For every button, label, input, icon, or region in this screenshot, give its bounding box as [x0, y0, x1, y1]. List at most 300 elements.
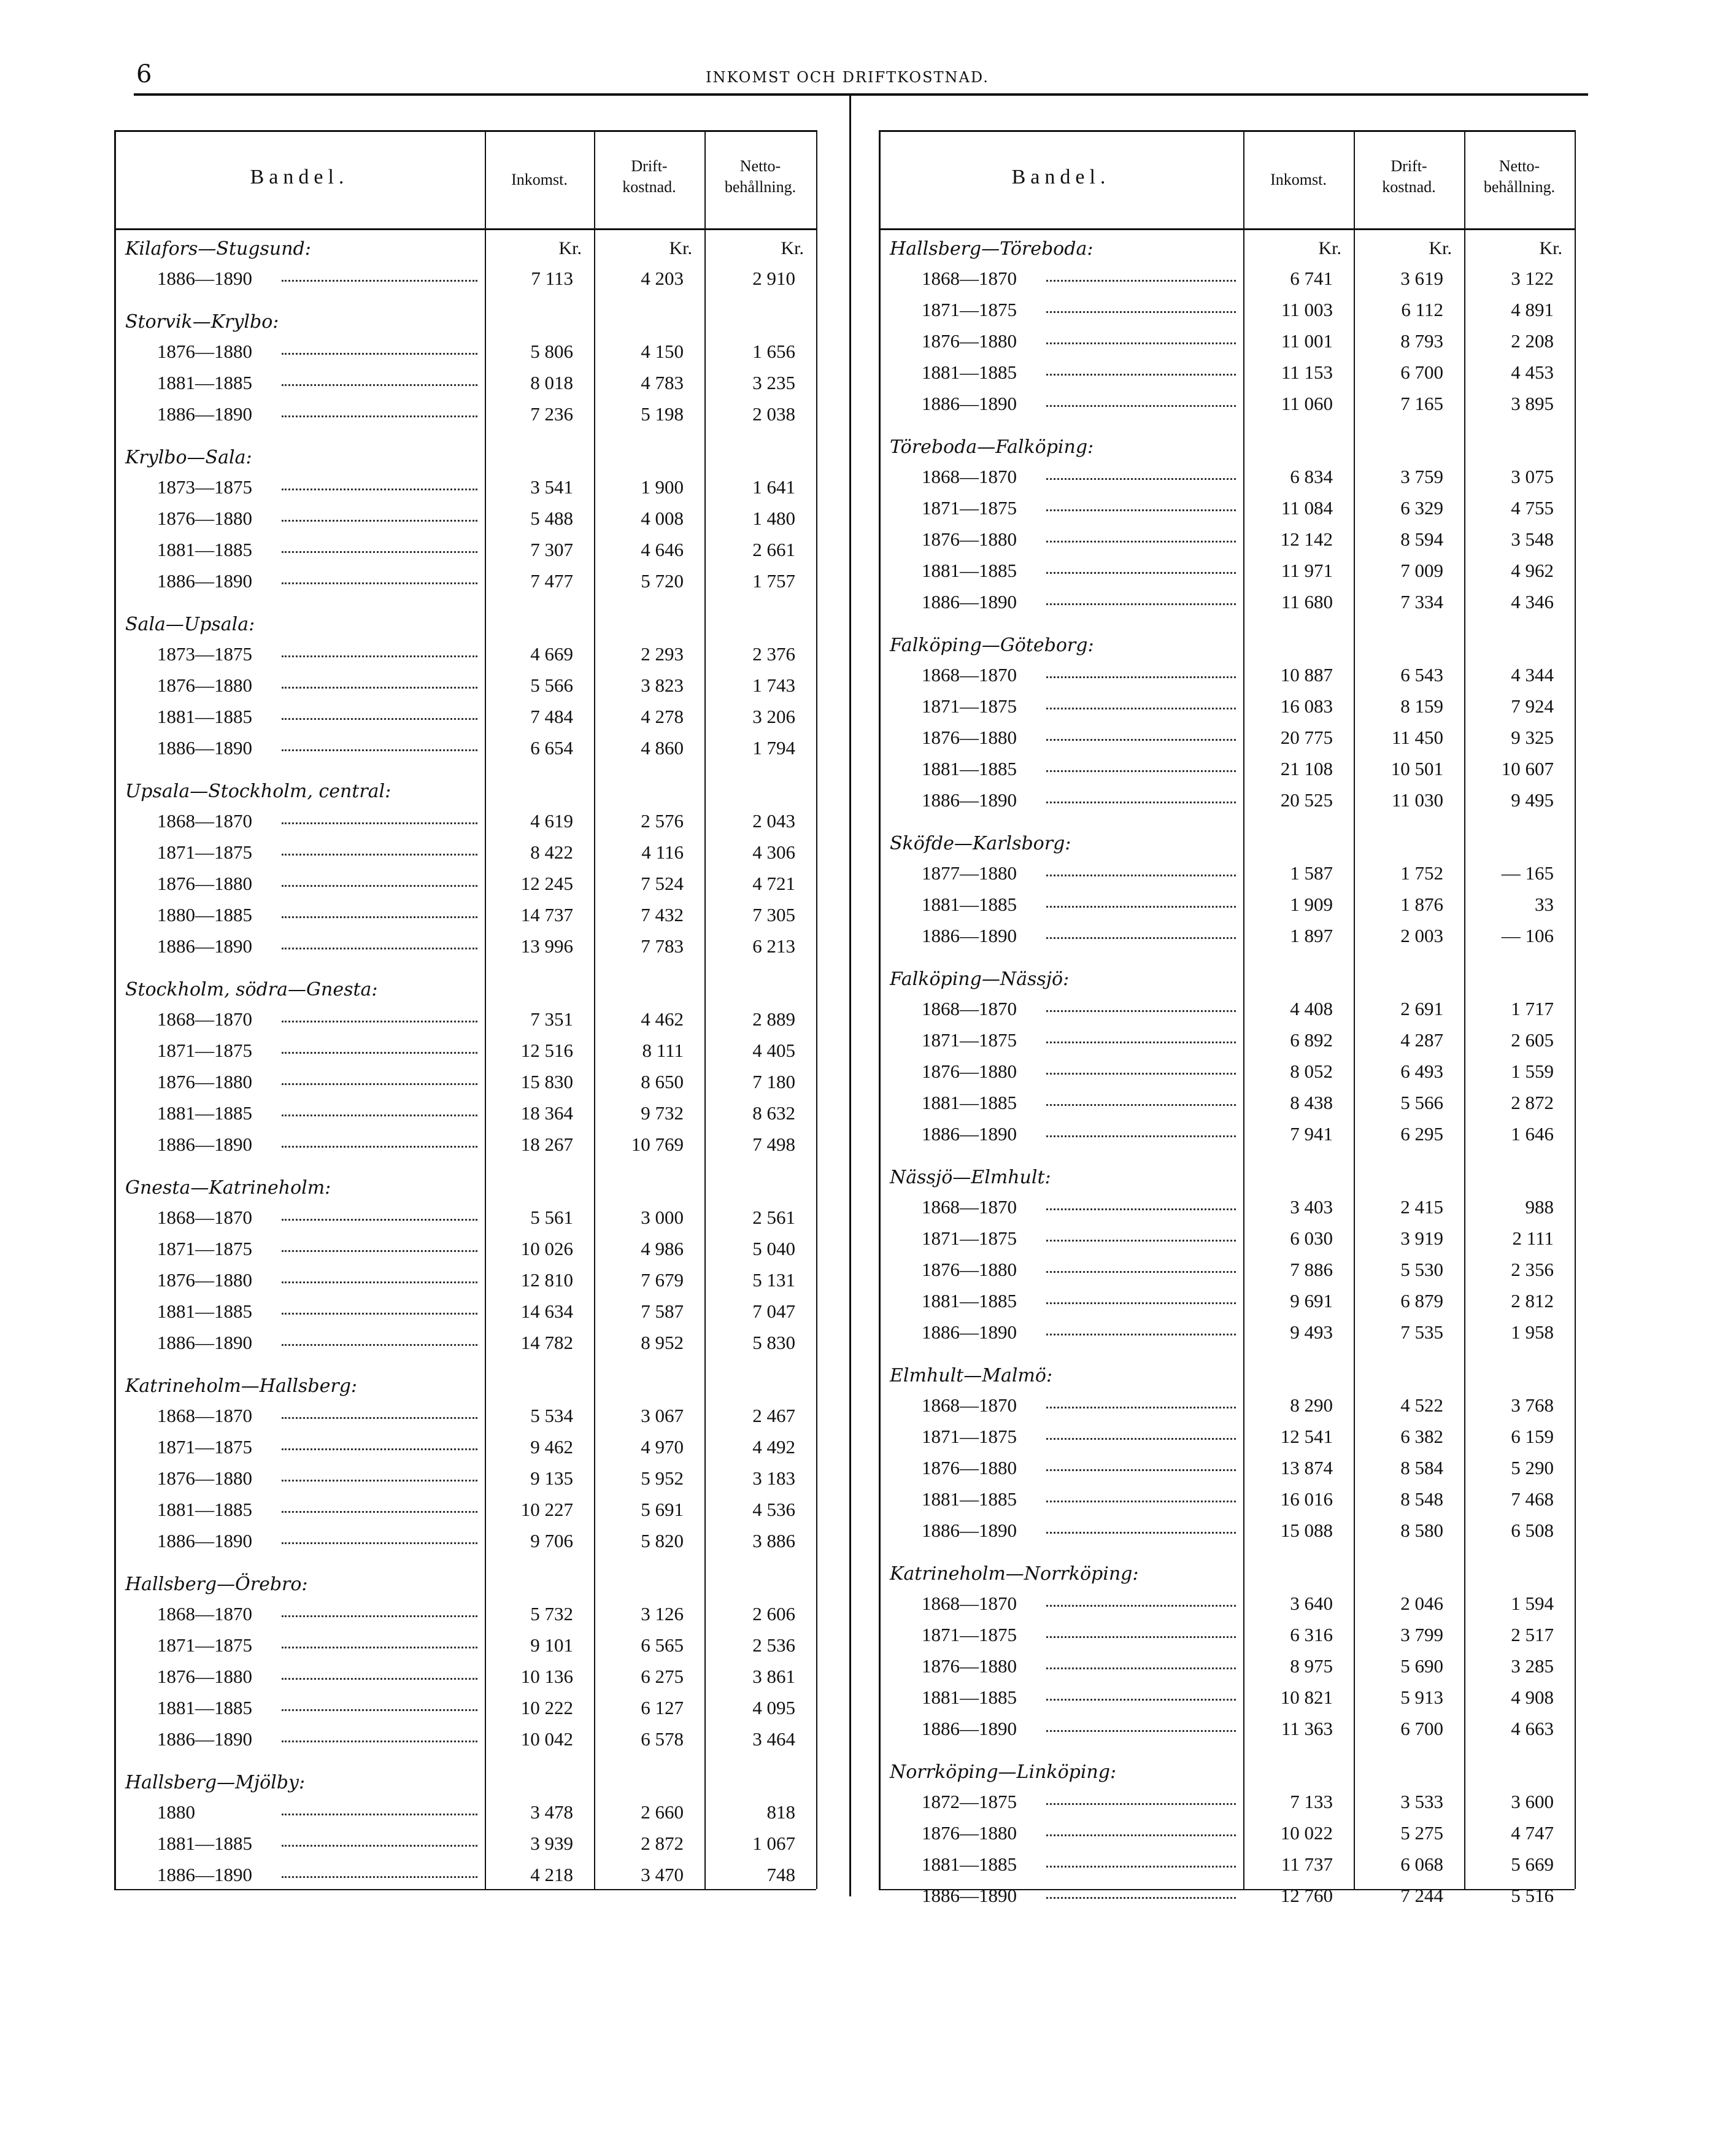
net-value: 1 958 [1511, 1321, 1554, 1343]
income-value: 5 806 [530, 341, 573, 362]
page-number: 6 [136, 60, 152, 88]
net-value: 7 047 [752, 1300, 795, 1322]
dot-leader [282, 520, 477, 522]
table-row [922, 1290, 1575, 1315]
income-value: 10 821 [1280, 1687, 1333, 1708]
table-row [922, 1092, 1575, 1116]
net-value: 7 305 [752, 904, 795, 925]
table-row [157, 1864, 816, 1888]
net-value: — 165 [1501, 862, 1554, 884]
period-label: 1886—1890 [157, 737, 252, 759]
dot-leader [1046, 1271, 1236, 1273]
income-value: 1 909 [1290, 894, 1333, 915]
net-value: 2 910 [752, 268, 795, 289]
net-value: 4 453 [1511, 361, 1554, 383]
cost-value: 3 759 [1400, 466, 1443, 487]
dot-leader [282, 854, 477, 856]
period-label: 1886—1890 [922, 1321, 1017, 1343]
table-row [157, 1467, 816, 1492]
table-row [157, 1833, 816, 1857]
income-value: 8 438 [1290, 1092, 1333, 1113]
period-label: 1871—1875 [922, 299, 1017, 320]
period-label: 1876—1880 [157, 1666, 252, 1687]
period-label: 1881—1885 [922, 361, 1017, 383]
net-value: 4 536 [752, 1499, 795, 1520]
cost-value: 9 732 [641, 1102, 684, 1124]
net-value: 3 464 [752, 1728, 795, 1750]
section-title: Sköfde—Karlsborg: [890, 833, 1071, 854]
net-value: 1 067 [752, 1833, 795, 1854]
net-value: 4 405 [752, 1040, 795, 1061]
table-row [157, 1603, 816, 1628]
table-row [157, 737, 816, 762]
table-top-rule [879, 130, 1575, 132]
dot-leader [282, 885, 477, 887]
dot-leader [282, 1052, 477, 1054]
table-row [922, 330, 1575, 355]
table-row [157, 935, 816, 960]
cost-value: 4 008 [641, 508, 684, 529]
dot-leader [282, 1741, 477, 1742]
table-header-rule [879, 228, 1575, 230]
cost-value: 2 691 [1400, 998, 1443, 1019]
cost-value: 1 752 [1400, 862, 1443, 884]
dot-leader [1046, 906, 1236, 908]
net-value: 10 607 [1501, 758, 1554, 779]
cost-value: 1 876 [1400, 894, 1443, 915]
cost-value: 5 198 [641, 403, 684, 425]
period-label: 1886—1890 [922, 393, 1017, 414]
net-value: 1 757 [752, 570, 795, 592]
period-label: 1868—1870 [922, 1593, 1017, 1614]
period-label: 1876—1880 [922, 1822, 1017, 1844]
period-label: 1868—1870 [157, 1603, 252, 1625]
income-value: 8 052 [1290, 1061, 1333, 1082]
net-value: 2 661 [752, 539, 795, 560]
table-row [922, 591, 1575, 616]
table-row [922, 1718, 1575, 1742]
cost-value: 7 009 [1400, 560, 1443, 581]
column-header-bandel: Bandel. [250, 166, 349, 188]
income-value: 8 422 [530, 841, 573, 863]
dot-leader [282, 1814, 477, 1815]
net-value: 6 508 [1511, 1520, 1554, 1541]
net-value: 7 468 [1511, 1488, 1554, 1510]
cost-value: 7 334 [1400, 591, 1443, 612]
income-value: 3 939 [530, 1833, 573, 1854]
net-value: 1 594 [1511, 1593, 1554, 1614]
income-value: 5 488 [530, 508, 573, 529]
table-row [157, 1207, 816, 1231]
period-label: 1868—1870 [922, 268, 1017, 289]
period-label: 1881—1885 [157, 706, 252, 727]
cost-value: 6 295 [1400, 1123, 1443, 1145]
income-value: 9 462 [530, 1436, 573, 1458]
net-value: 3 206 [752, 706, 795, 727]
section-title: Hallsberg—Töreboda: [890, 238, 1094, 260]
period-label: 1886—1890 [922, 1718, 1017, 1739]
net-value: 4 891 [1511, 299, 1554, 320]
income-value: 11 680 [1281, 591, 1333, 612]
table-row [157, 268, 816, 292]
period-label: 1868—1870 [157, 810, 252, 832]
table-row [922, 727, 1575, 751]
column-rule [879, 130, 881, 1889]
cost-value: 7 679 [641, 1269, 684, 1291]
cost-value: 3 000 [641, 1207, 684, 1228]
income-value: 6 030 [1290, 1227, 1333, 1249]
cost-value: 3 919 [1400, 1227, 1443, 1249]
page-column-divider [849, 96, 851, 1896]
cost-value: 8 580 [1400, 1520, 1443, 1541]
dot-leader [282, 948, 477, 949]
unit-label: Kr. [558, 238, 582, 258]
table-row [922, 1885, 1575, 1909]
period-label: 1881—1885 [922, 1488, 1017, 1510]
table-row [922, 528, 1575, 553]
income-value: 10 022 [1280, 1822, 1333, 1844]
income-value: 7 113 [531, 268, 573, 289]
net-value: 1 743 [752, 674, 795, 696]
period-label: 1881—1885 [922, 560, 1017, 581]
cost-value: 2 576 [641, 810, 684, 832]
table-row [157, 508, 816, 532]
net-value: 2 111 [1512, 1227, 1554, 1249]
net-value: 4 747 [1511, 1822, 1554, 1844]
table-row [157, 706, 816, 730]
income-value: 6 654 [530, 737, 573, 759]
dot-leader [1046, 1730, 1236, 1732]
net-value: 3 285 [1511, 1655, 1554, 1677]
cost-value: 8 793 [1400, 330, 1443, 352]
cost-value: 5 952 [641, 1467, 684, 1489]
net-value: 2 536 [752, 1634, 795, 1656]
net-value: 3 861 [752, 1666, 795, 1687]
period-label: 1868—1870 [157, 1008, 252, 1030]
period-label: 1886—1890 [922, 591, 1017, 612]
table-row [157, 1238, 816, 1262]
net-value: 4 755 [1511, 497, 1554, 519]
section-title: Katrineholm—Hallsberg: [125, 1375, 358, 1397]
cost-value: 5 566 [1400, 1092, 1443, 1113]
table-top-rule [114, 130, 816, 132]
income-value: 11 060 [1281, 393, 1333, 414]
table-row [922, 1394, 1575, 1419]
period-label: 1876—1880 [157, 1269, 252, 1291]
period-label: 1868—1870 [922, 466, 1017, 487]
net-value: 2 043 [752, 810, 795, 832]
period-label: 1886—1890 [157, 1530, 252, 1551]
section-title: Falköping—Göteborg: [890, 635, 1094, 656]
income-value: 11 971 [1281, 560, 1333, 581]
income-value: 8 290 [1290, 1394, 1333, 1416]
net-value: 818 [766, 1801, 795, 1823]
section-title: Hallsberg—Örebro: [125, 1574, 308, 1595]
income-value: 18 364 [520, 1102, 573, 1124]
period-label: 1871—1875 [922, 695, 1017, 717]
dot-leader [282, 822, 477, 824]
table-row [157, 476, 816, 501]
net-value: 748 [766, 1864, 795, 1885]
net-value: 1 641 [752, 476, 795, 498]
income-value: 10 227 [520, 1499, 573, 1520]
period-label: 1868—1870 [922, 998, 1017, 1019]
period-label: 1881—1885 [157, 1499, 252, 1520]
net-value: 1 559 [1511, 1061, 1554, 1082]
table-row [157, 1332, 816, 1356]
dot-leader [1046, 1532, 1236, 1534]
period-label: 1880 [157, 1801, 195, 1823]
table-row [157, 1269, 816, 1294]
income-value: 6 741 [1290, 268, 1333, 289]
cost-value: 5 530 [1400, 1259, 1443, 1280]
net-value: 2 038 [752, 403, 795, 425]
table-row [922, 1196, 1575, 1221]
period-label: 1881—1885 [922, 1853, 1017, 1875]
table-row [922, 268, 1575, 292]
net-value: 2 889 [752, 1008, 795, 1030]
period-label: 1876—1880 [157, 1467, 252, 1489]
table-row [922, 1259, 1575, 1283]
running-head: INKOMST OCH DRIFTKOSTNAD. [706, 69, 989, 86]
table-row [922, 862, 1575, 887]
dot-leader [282, 1250, 477, 1252]
column-header-nettobehallning: Netto- behållning. [1483, 157, 1556, 196]
income-value: 7 236 [530, 403, 573, 425]
column-rule [114, 130, 116, 1889]
cost-value: 10 501 [1391, 758, 1443, 779]
section-title: Stockholm, södra—Gnesta: [125, 979, 378, 1000]
net-value: 5 040 [752, 1238, 795, 1259]
cost-value: 5 275 [1400, 1822, 1443, 1844]
dot-leader [1046, 676, 1236, 678]
net-value: 2 356 [1511, 1259, 1554, 1280]
income-value: 11 001 [1281, 330, 1333, 352]
dot-leader [282, 687, 477, 689]
dot-leader [282, 1480, 477, 1482]
dot-leader [282, 582, 477, 584]
period-label: 1886—1890 [157, 1864, 252, 1885]
column-header-nettobehallning: Netto- behållning. [724, 157, 797, 196]
table-row [922, 1457, 1575, 1482]
income-value: 11 363 [1281, 1718, 1333, 1739]
net-value: 5 830 [752, 1332, 795, 1353]
dot-leader [1046, 342, 1236, 344]
cost-value: 3 067 [641, 1405, 684, 1426]
period-label: 1872—1875 [922, 1791, 1017, 1812]
net-value: 4 908 [1511, 1687, 1554, 1708]
dot-leader [282, 718, 477, 720]
income-value: 9 135 [530, 1467, 573, 1489]
dot-leader [282, 551, 477, 553]
table-row [157, 873, 816, 897]
cost-value: 6 700 [1400, 361, 1443, 383]
cost-value: 6 275 [641, 1666, 684, 1687]
table-row [157, 372, 816, 396]
table-row [922, 299, 1575, 323]
table-row [922, 1655, 1575, 1680]
cost-value: 10 769 [631, 1134, 684, 1155]
period-label: 1871—1875 [157, 841, 252, 863]
period-label: 1873—1875 [157, 643, 252, 665]
dot-leader [282, 353, 477, 355]
income-value: 7 477 [530, 570, 573, 592]
income-value: 13 996 [520, 935, 573, 957]
net-value: 988 [1525, 1196, 1554, 1218]
table-row [922, 393, 1575, 417]
unit-label: Kr. [1318, 238, 1341, 258]
dot-leader [282, 384, 477, 386]
net-value: 5 669 [1511, 1853, 1554, 1875]
net-value: 3 183 [752, 1467, 795, 1489]
table-row [922, 695, 1575, 720]
period-label: 1881—1885 [922, 758, 1017, 779]
income-value: 10 136 [520, 1666, 573, 1687]
period-label: 1871—1875 [922, 1029, 1017, 1051]
table-row [157, 1102, 816, 1127]
cost-value: 8 952 [641, 1332, 684, 1353]
cost-value: 7 783 [641, 935, 684, 957]
income-value: 20 525 [1280, 789, 1333, 811]
period-label: 1876—1880 [922, 727, 1017, 748]
income-value: 11 084 [1281, 497, 1333, 519]
column-header-driftkostnad: Drift- kostnad. [622, 157, 676, 196]
section-title: Sala—Upsala: [125, 614, 255, 635]
period-label: 1876—1880 [922, 528, 1017, 550]
cost-value: 8 594 [1400, 528, 1443, 550]
net-value: 4 306 [752, 841, 795, 863]
period-label: 1876—1880 [922, 1259, 1017, 1280]
cost-value: 4 522 [1400, 1394, 1443, 1416]
period-label: 1871—1875 [157, 1040, 252, 1061]
cost-value: 8 584 [1400, 1457, 1443, 1478]
table-row [922, 1624, 1575, 1648]
net-value: 3 548 [1511, 528, 1554, 550]
cost-value: 6 382 [1400, 1426, 1443, 1447]
table-row [157, 570, 816, 595]
net-value: 2 606 [752, 1603, 795, 1625]
income-value: 18 267 [520, 1134, 573, 1155]
cost-value: 4 203 [641, 268, 684, 289]
income-value: 7 484 [530, 706, 573, 727]
net-value: 5 290 [1511, 1457, 1554, 1478]
net-value: 4 721 [752, 873, 795, 894]
period-label: 1876—1880 [922, 1457, 1017, 1478]
table-row [157, 1499, 816, 1523]
dot-leader [282, 489, 477, 490]
net-value: 9 325 [1511, 727, 1554, 748]
dot-leader [282, 1219, 477, 1221]
dot-leader [282, 1647, 477, 1648]
dot-leader [1046, 1469, 1236, 1471]
period-label: 1876—1880 [922, 330, 1017, 352]
section-title: Storvik—Krylbo: [125, 311, 279, 333]
section-title: Falköping—Nässjö: [890, 968, 1070, 990]
cost-value: 11 030 [1391, 789, 1443, 811]
dot-leader [1046, 937, 1236, 939]
table-row [157, 1436, 816, 1461]
period-label: 1886—1890 [922, 789, 1017, 811]
period-label: 1881—1885 [157, 1833, 252, 1854]
period-label: 1868—1870 [922, 664, 1017, 686]
table-row [157, 674, 816, 699]
period-label: 1873—1875 [157, 476, 252, 498]
period-label: 1868—1870 [922, 1196, 1017, 1218]
section-title: Gnesta—Katrineholm: [125, 1177, 331, 1199]
income-value: 12 810 [520, 1269, 573, 1291]
dot-leader [282, 1344, 477, 1346]
period-label: 1880—1885 [157, 904, 252, 925]
dot-leader [1046, 1041, 1236, 1043]
table-row [157, 643, 816, 668]
table-row [922, 361, 1575, 386]
dot-leader [282, 1313, 477, 1315]
dot-leader [1046, 509, 1236, 511]
period-label: 1886—1890 [922, 1520, 1017, 1541]
cost-value: 6 578 [641, 1728, 684, 1750]
section-title: Katrineholm—Norrköping: [890, 1563, 1139, 1585]
net-value: 2 376 [752, 643, 795, 665]
cost-value: 2 046 [1400, 1593, 1443, 1614]
income-value: 12 541 [1280, 1426, 1333, 1447]
dot-leader [1046, 1073, 1236, 1075]
section-title: Krylbo—Sala: [125, 447, 252, 468]
income-value: 9 706 [530, 1530, 573, 1551]
column-header-bandel: Bandel. [1011, 166, 1111, 188]
dot-leader [1046, 1636, 1236, 1638]
period-label: 1881—1885 [157, 372, 252, 393]
dot-leader [1046, 708, 1236, 709]
net-value: 1 656 [752, 341, 795, 362]
income-value: 14 737 [520, 904, 573, 925]
cost-value: 7 524 [641, 873, 684, 894]
table-row [157, 1801, 816, 1826]
column-rule [1575, 130, 1576, 1889]
cost-value: 2 415 [1400, 1196, 1443, 1218]
dot-leader [282, 1511, 477, 1513]
net-value: 3 895 [1511, 393, 1554, 414]
income-value: 16 016 [1280, 1488, 1333, 1510]
dot-leader [282, 1448, 477, 1450]
table-row [922, 925, 1575, 949]
income-value: 4 218 [530, 1864, 573, 1885]
table-row [922, 1227, 1575, 1252]
dot-leader [1046, 1010, 1236, 1012]
cost-value: 3 619 [1400, 268, 1443, 289]
dot-leader [1046, 1803, 1236, 1805]
income-value: 10 026 [520, 1238, 573, 1259]
cost-value: 4 150 [641, 341, 684, 362]
income-value: 12 516 [520, 1040, 573, 1061]
dot-leader [1046, 1135, 1236, 1137]
cost-value: 2 660 [641, 1801, 684, 1823]
period-label: 1868—1870 [157, 1207, 252, 1228]
net-value: 2 872 [1511, 1092, 1554, 1113]
income-value: 12 142 [1280, 528, 1333, 550]
net-value: 4 962 [1511, 560, 1554, 581]
net-value: 1 480 [752, 508, 795, 529]
header-rule [134, 93, 1588, 96]
dot-leader [282, 1876, 477, 1878]
dot-leader [282, 1021, 477, 1022]
period-label: 1868—1870 [157, 1405, 252, 1426]
table-row [922, 1593, 1575, 1617]
cost-value: 8 548 [1400, 1488, 1443, 1510]
cost-value: 4 287 [1400, 1029, 1443, 1051]
income-value: 20 775 [1280, 727, 1333, 748]
cost-value: 7 432 [641, 904, 684, 925]
income-value: 3 541 [530, 476, 573, 498]
